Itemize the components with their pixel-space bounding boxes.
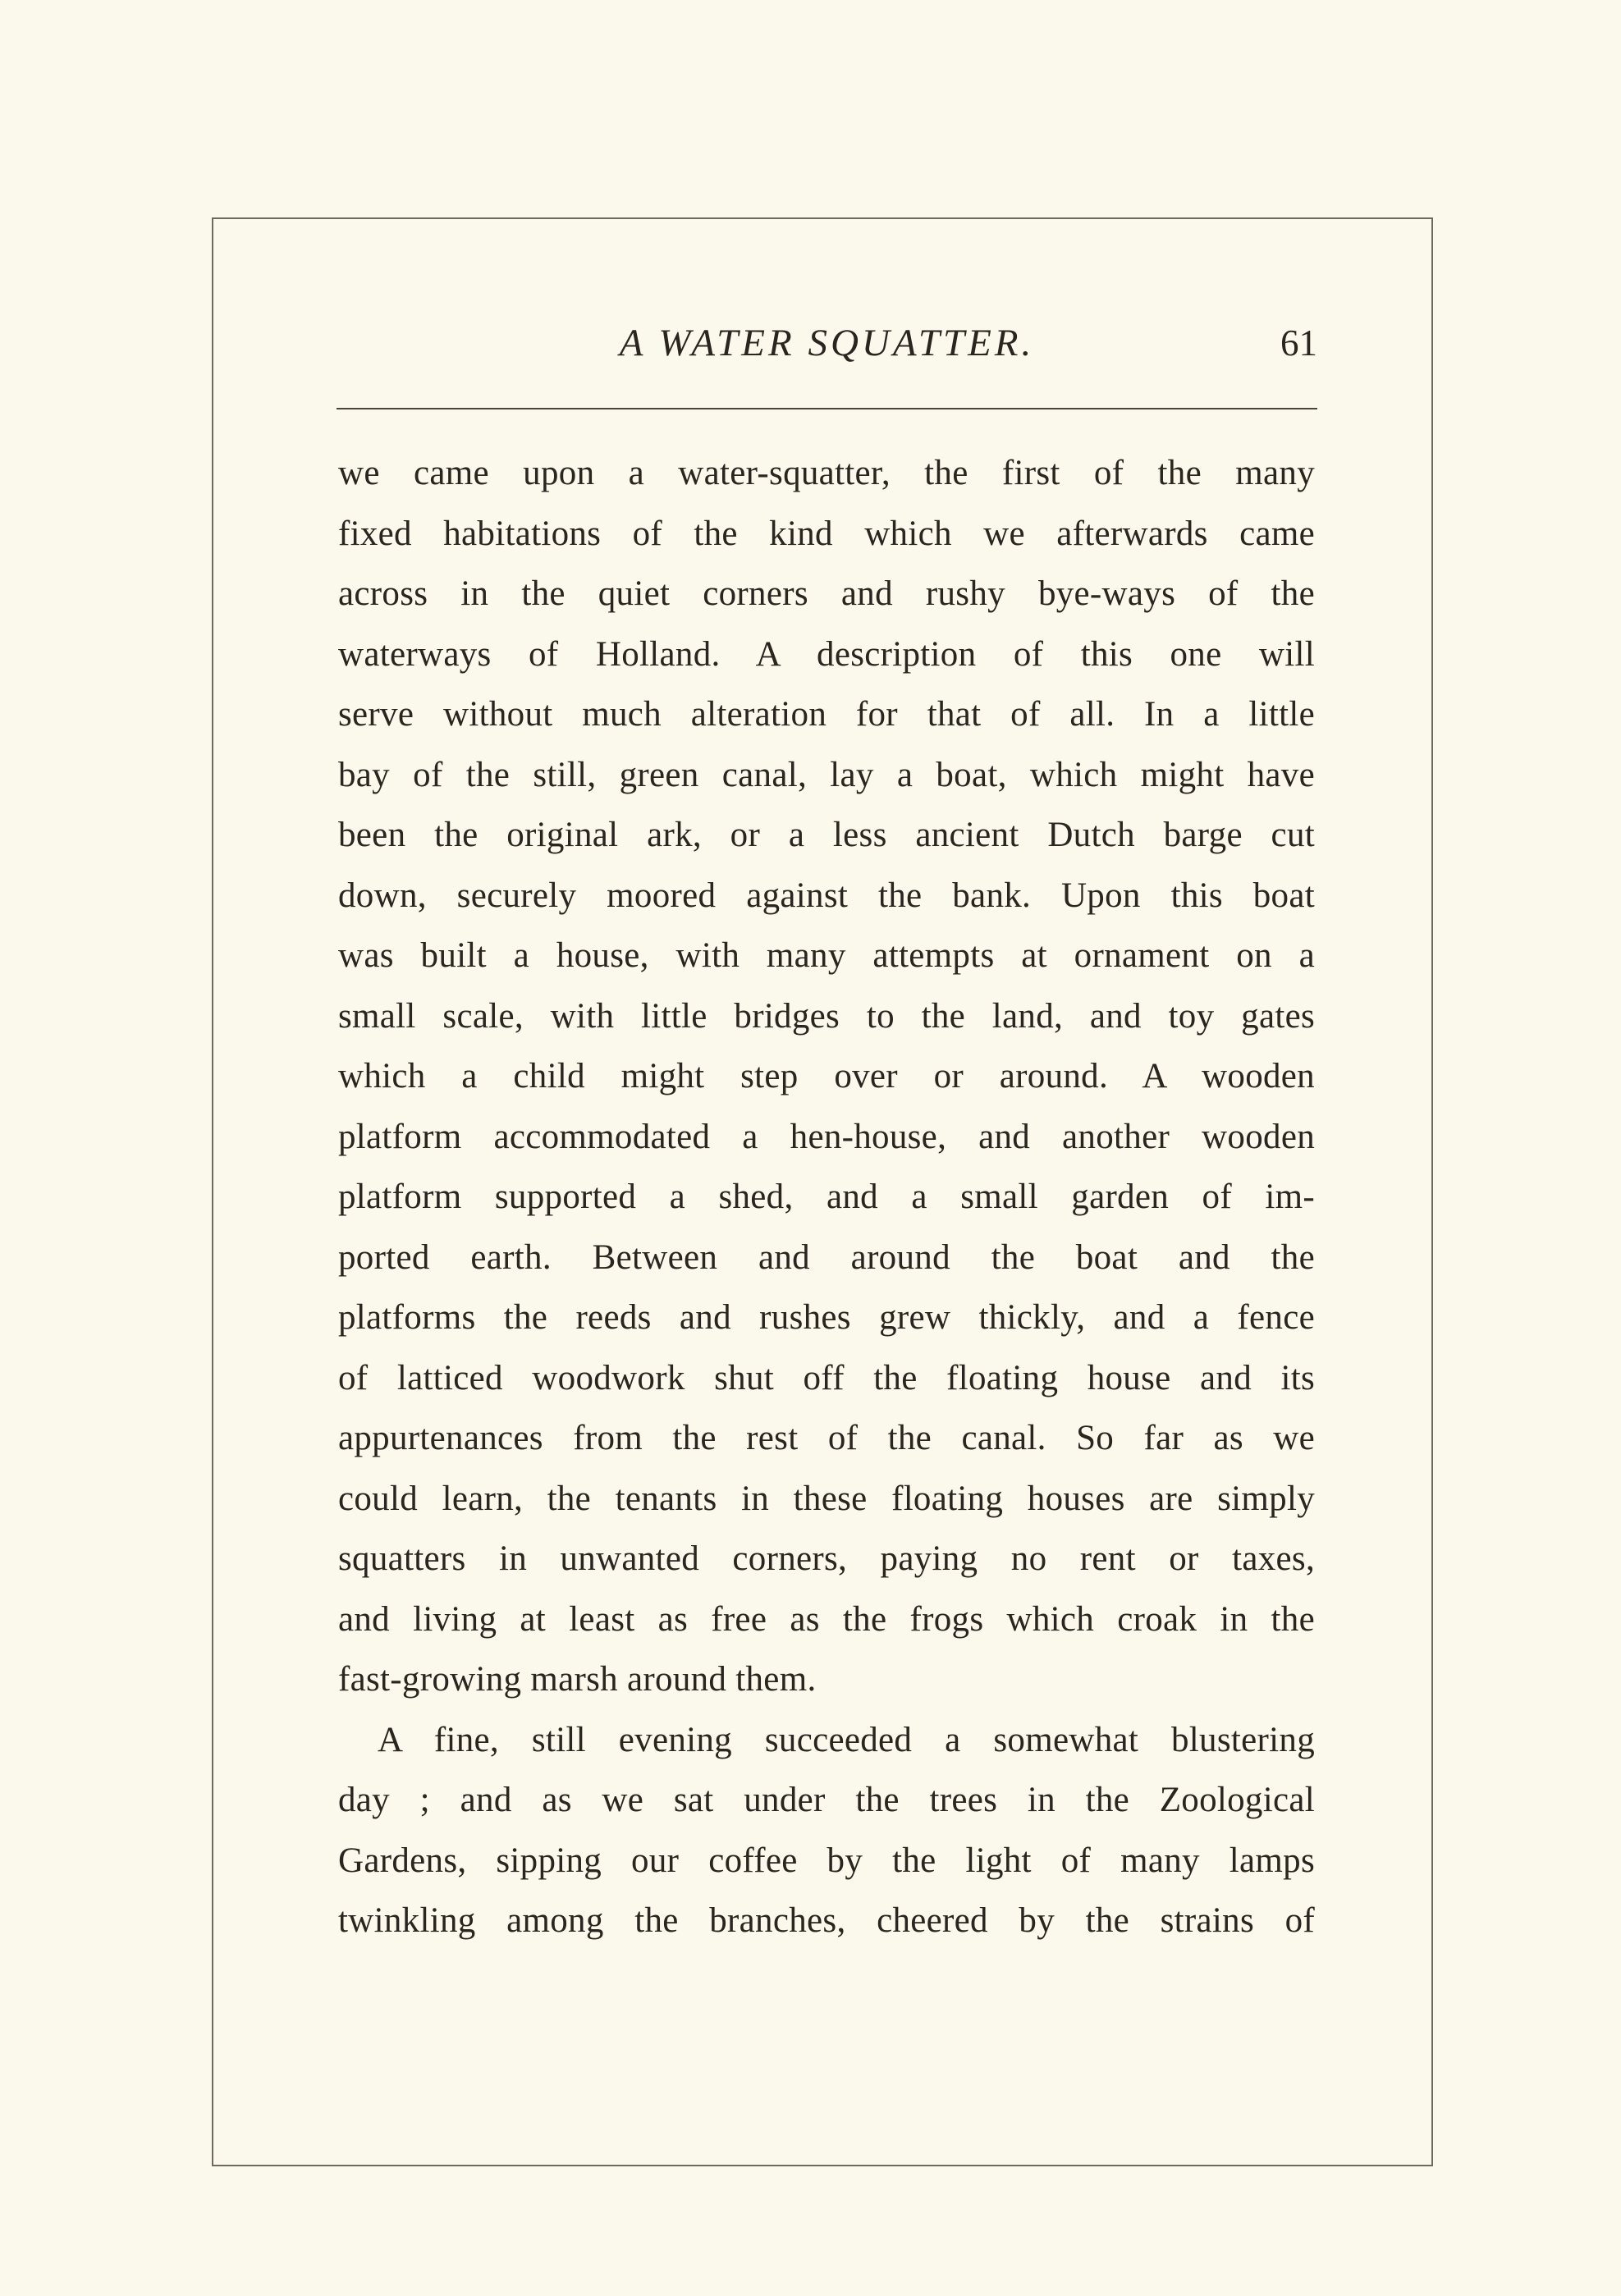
paragraph-start-line: A fine, still evening succeeded a somewhat blustering — [378, 1720, 1315, 1759]
text-line: was built a house, with many attempts at ornament on a — [338, 936, 1315, 975]
text-line: across in the quiet corners and rushy bye-ways of the — [338, 574, 1315, 613]
header-rule — [337, 408, 1317, 409]
text-line: waterways of Holland. A description of this one will — [338, 634, 1315, 674]
running-title: A WATER SQUATTER. — [619, 322, 1035, 364]
page-number: 61 — [1280, 322, 1317, 364]
text-line: Gardens, sipping our coffee by the light of many lamps — [338, 1841, 1315, 1880]
text-line: bay of the still, green canal, lay a boat, which might have — [338, 755, 1315, 794]
text-line: platform accommodated a hen-house, and another wooden — [338, 1117, 1315, 1156]
text-line: been the original ark, or a less ancient Dutch barge cut — [338, 816, 1315, 854]
text-line: down, securely moored against the bank. Upon this boat — [338, 876, 1315, 915]
text-line: of latticed woodwork shut off the floating house and its — [338, 1358, 1315, 1397]
running-head — [337, 318, 1317, 368]
text-line: twinkling among the branches, cheered by the strains of — [338, 1901, 1315, 1940]
text-line: platforms the reeds and rushes grew thickly, and a fence — [338, 1298, 1315, 1337]
text-line: serve without much alteration for that of all. In a little — [338, 695, 1315, 734]
text-line: appurtenances from the rest of the canal. So far as we — [338, 1419, 1315, 1457]
text-line: platform supported a shed, and a small garden of im- — [338, 1178, 1315, 1216]
paragraph-end-line: fast-growing marsh around them. — [338, 1660, 817, 1699]
text-line: could learn, the tenants in these floating houses are simply — [338, 1479, 1315, 1518]
text-line: squatters in unwanted corners, paying no rent or taxes, — [338, 1539, 1315, 1578]
text-line: we came upon a water-squatter, the first of the many — [338, 454, 1315, 492]
text-line: fixed habitations of the kind which we afterwards came — [338, 514, 1315, 553]
text-line: day ; and as we sat under the trees in the Zoological — [338, 1781, 1315, 1819]
text-line: small scale, with little bridges to the land, and toy gates — [338, 996, 1315, 1036]
text-line: which a child might step over or around. A wooden — [338, 1057, 1315, 1095]
text-line: ported earth. Between and around the boat and the — [338, 1237, 1315, 1277]
body-text — [338, 443, 1315, 1951]
text-line: and living at least as free as the frogs which croak in the — [338, 1599, 1315, 1639]
